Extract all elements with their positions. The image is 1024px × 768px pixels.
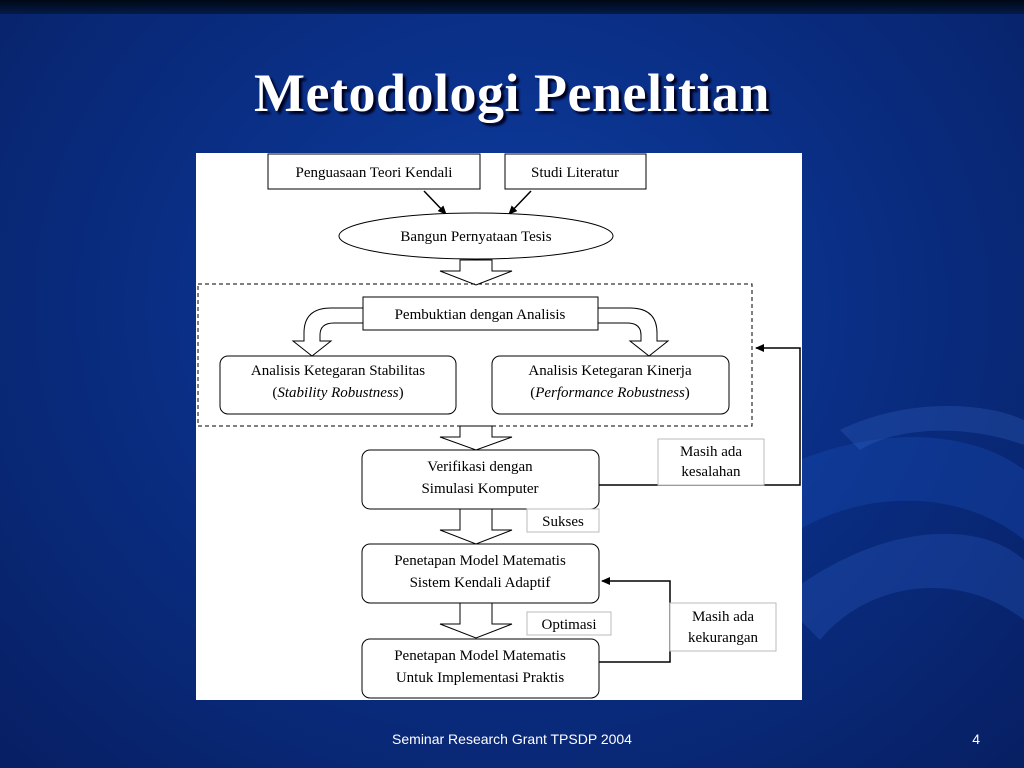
slide-title: Metodologi Penelitian <box>254 63 770 123</box>
tesis-label: Bangun Pernyataan Tesis <box>400 229 552 245</box>
pembuktian-label: Pembuktian dengan Analisis <box>394 307 566 323</box>
arrow-teori-tesis <box>424 191 446 214</box>
arrow-literatur-tesis <box>509 191 531 214</box>
methodology-flowchart <box>196 153 802 700</box>
kekurangan-line1: Masih ada <box>691 609 755 625</box>
block-arrow-2 <box>440 426 512 450</box>
verifikasi-line2: Simulasi Komputer <box>421 481 539 497</box>
stabilitas-line1: Analisis Ketegaran Stabilitas <box>250 363 426 379</box>
model-adaptif-line2: Sistem Kendali Adaptif <box>409 575 551 591</box>
model-implementasi-line2: Untuk Implementasi Praktis <box>395 670 565 686</box>
stabilitas-line2: (Stability Robustness) <box>272 385 404 401</box>
optimasi-label: Optimasi <box>541 617 597 633</box>
block-arrow-3 <box>440 509 512 544</box>
literatur-label: Studi Literatur <box>531 165 619 181</box>
curved-arrow-right <box>598 308 668 356</box>
model-adaptif-line1: Penetapan Model Matematis <box>394 553 566 569</box>
kinerja-line2: (Performance Robustness) <box>530 385 690 401</box>
block-arrow-4 <box>440 603 512 638</box>
page-number: 4 <box>972 731 980 747</box>
verifikasi-line1: Verifikasi dengan <box>427 459 533 475</box>
top-band <box>0 0 1024 14</box>
teori-label: Penguasaan Teori Kendali <box>295 165 453 181</box>
kesalahan-line1: Masih ada <box>679 444 743 460</box>
slide-footer: Seminar Research Grant TPSDP 2004 <box>392 731 632 747</box>
flowchart-panel <box>196 153 802 700</box>
kesalahan-line2: kesalahan <box>681 464 741 480</box>
kinerja-line1: Analisis Ketegaran Kinerja <box>528 363 692 379</box>
model-implementasi-line1: Penetapan Model Matematis <box>394 648 566 664</box>
block-arrow-1 <box>440 260 512 285</box>
kekurangan-line2: kekurangan <box>688 630 758 646</box>
curved-arrow-left <box>293 308 363 356</box>
sukses-label: Sukses <box>542 514 584 530</box>
